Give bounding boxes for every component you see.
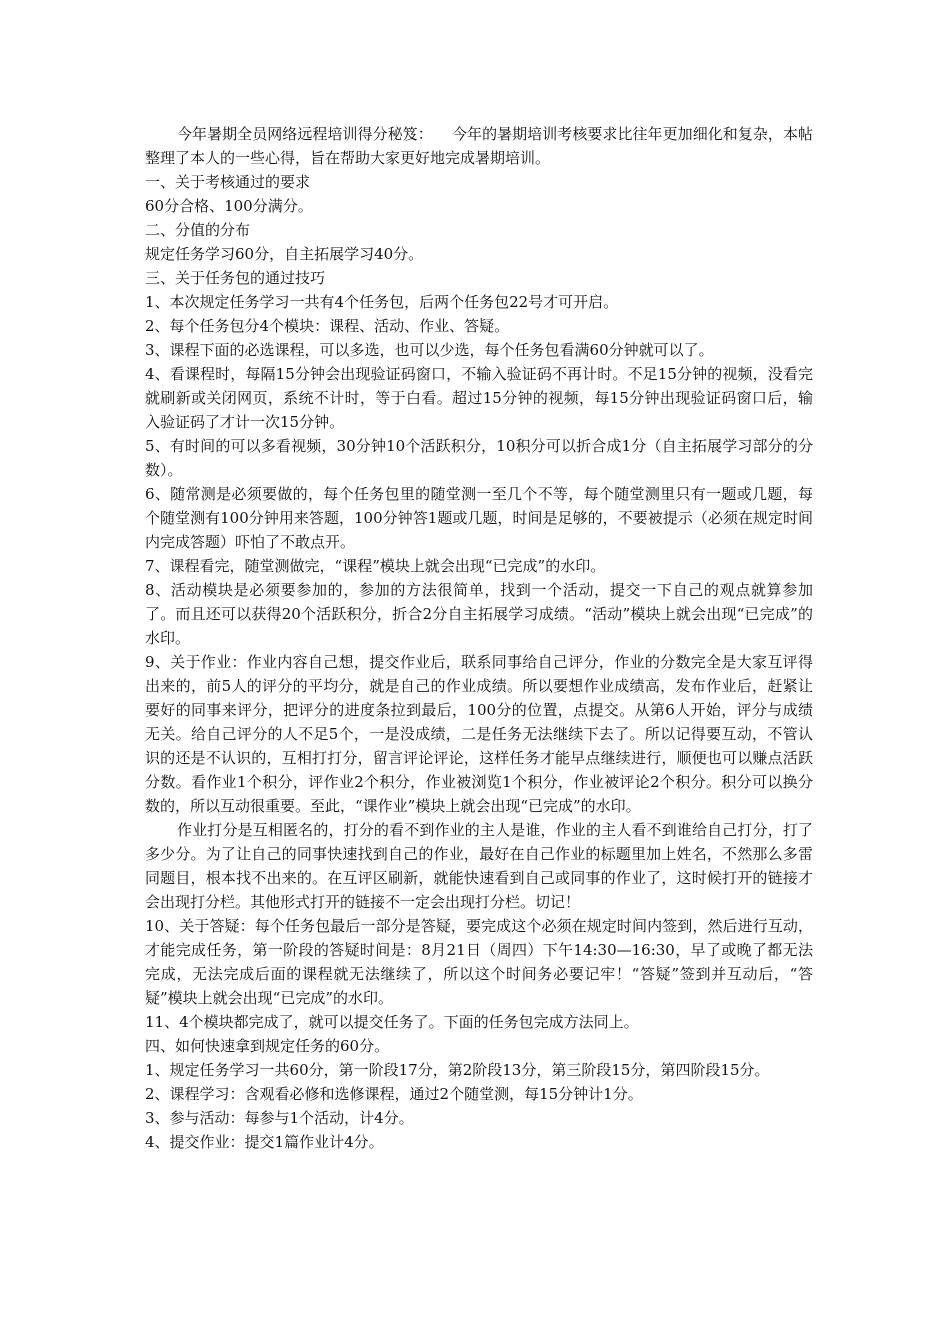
list-item-2: 2、每个任务包分4个模块：课程、活动、作业、答疑。 [145, 317, 510, 335]
section-heading-4: 四、如何快速拿到规定任务的60分。 [145, 1037, 390, 1055]
list-item-10: 10、关于答疑：每个任务包最后一部分是答疑，要完成这个必须在规定时间内签到，然后进行互动，才能完成任务，第一阶段的答疑时间是：8月21日（周四）下午14:30—16:30，早了或晚了都无法完成，无法完成后面的课程就无法继续了，所以这个时间务必要记牢！“答疑”签到并互动后，“答疑”模块上就会出现“已完成”的水印。 [145, 917, 813, 1007]
list-item-6: 6、随常测是必须要做的，每个任务包里的随堂测一至几个不等，每个随堂测里只有一题或几题，每个随堂测有100分钟用来答题，100分钟答1题或几题，时间是足够的，不要被提示（必须在规定时间内完成答题）吓怕了不敢点开。 [145, 485, 813, 551]
intro-paragraph: 今年暑期全员网络远程培训得分秘笈： 今年的暑期培训考核要求比往年更加细化和复杂，本帖整理了本人的一些心得，旨在帮助大家更好地完成暑期培训。 [145, 125, 813, 167]
score-item-1: 1、规定任务学习一共60分，第一阶段17分，第2阶段13分，第三阶段15分，第四阶段15分。 [145, 1061, 770, 1079]
list-item-9: 9、关于作业：作业内容自己想，提交作业后，联系同事给自己评分，作业的分数完全是大家互评得出来的，前5人的评分的平均分，就是自己的作业成绩。所以要想作业成绩高，发布作业后，赶紧让要好的同事来评分，把评分的进度条拉到最后，100分的位置，点提交。从第6人开始，评分与成绩无关。给自己评分的人不足5个，一是没成绩，二是任务无法继续下去了。所以记得要互动，不管认识的还是不认识的，互相打打分，留言评论评论，这样任务才能早点继续进行，顺便也可以赚点活跃分数。看作业1个积分，评作业2个积分，作业被浏览1个积分，作业被评论2个积分。积分可以换分数的，所以互动很重要。至此，“课作业”模块上就会出现“已完成”的水印。 [145, 653, 813, 815]
list-item-11: 11、4个模块都完成了，就可以提交任务了。下面的任务包完成方法同上。 [145, 1013, 639, 1031]
section-heading-2: 二、分值的分布 [145, 221, 251, 239]
list-item-5: 5、有时间的可以多看视频，30分钟10个活跃积分，10积分可以折合成1分（自主拓展学习部分的分数）。 [145, 437, 813, 479]
paragraph-score-distribution: 规定任务学习60分，自主拓展学习40分。 [145, 245, 424, 263]
section-heading-3: 三、关于任务包的通过技巧 [145, 269, 326, 287]
list-item-7: 7、课程看完，随堂测做完，“课程”模块上就会出现“已完成”的水印。 [145, 557, 606, 575]
list-item-3: 3、课程下面的必选课程，可以多选，也可以少选，每个任务包看满60分钟就可以了。 [145, 341, 714, 359]
score-item-2: 2、课程学习：含观看必修和选修课程，通过2个随堂测，每15分钟计1分。 [145, 1085, 643, 1103]
score-item-3: 3、参与活动：每参与1个活动，计4分。 [145, 1109, 414, 1127]
paragraph-homework-grading: 作业打分是互相匿名的，打分的看不到作业的主人是谁，作业的主人看不到谁给自己打分，打了多少分。为了让自己的同事快速找到自己的作业，最好在自己作业的标题里加上姓名，不然那么多雷同题目，根本找不出来的。在互评区刷新，就能快速看到自己或同事的作业了，这时候打开的链接才会出现打分栏。其他形式打开的链接不一定会出现打分栏。切记！ [145, 821, 813, 911]
section-heading-1: 一、关于考核通过的要求 [145, 173, 311, 191]
list-item-4: 4、看课程时，每隔15分钟会出现验证码窗口，不输入验证码不再计时。不足15分钟的视频，没看完就刷新或关闭网页，系统不计时，等于白看。超过15分钟的视频，每15分钟出现验证码窗口后，输入验证码了才计一次15分钟。 [145, 365, 813, 431]
document-body [145, 122, 813, 1154]
paragraph-pass-requirement: 60分合格、100分满分。 [145, 197, 313, 215]
score-item-4: 4、提交作业：提交1篇作业计4分。 [145, 1133, 384, 1151]
list-item-1: 1、本次规定任务学习一共有4个任务包，后两个任务包22号才可开启。 [145, 293, 619, 311]
list-item-8: 8、活动模块是必须要参加的，参加的方法很简单，找到一个活动，提交一下自己的观点就算参加了。而且还可以获得20个活跃积分，折合2分自主拓展学习成绩。“活动”模块上就会出现“已完成”的水印。 [145, 581, 813, 647]
